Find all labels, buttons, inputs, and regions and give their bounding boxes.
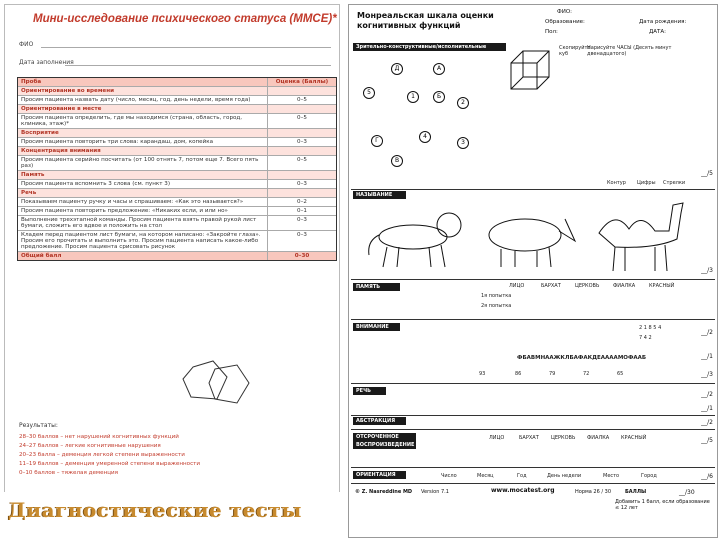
table-row — [18, 113, 336, 128]
name-field-line — [41, 47, 331, 48]
score-digits: __/2 — [701, 329, 713, 336]
orientation-item: День недели — [547, 473, 582, 479]
header-score: Оценка (Баллы) — [275, 79, 329, 85]
table-row — [18, 251, 336, 260]
recall-word: КРАСНЫЙ — [621, 435, 647, 441]
trail-node: А — [433, 63, 445, 75]
result-line: 20–23 балла – деменция легкой степени выраженности — [19, 452, 185, 458]
recall-word: ЛИЦО — [489, 435, 505, 441]
row-score: 0–3 — [297, 181, 307, 187]
row-score: 0–30 — [294, 253, 310, 259]
letters-sequence: ФБАВМНААЖКЛБАФАКДЕААААМОФААБ — [517, 355, 647, 361]
row-test: Просим пациента вспомнить 3 слова (см. пункт 3) — [18, 180, 268, 188]
score-fluency: __/1 — [701, 405, 713, 412]
row-score — [268, 105, 336, 113]
table-section-row — [18, 146, 336, 155]
mmse-table — [17, 77, 337, 261]
memory-word: ЦЕРКОВЬ — [575, 283, 600, 289]
result-line: 0–10 баллов – тяжелая деменция — [19, 470, 119, 476]
date-field-label: Дата заполнения — [19, 59, 74, 66]
score-speech: __/2 — [701, 391, 713, 398]
table-row — [18, 197, 336, 206]
result-line: 28–30 баллов – нет нарушений когнитивных функций — [19, 434, 179, 440]
table-row — [18, 206, 336, 215]
score-letters: __/1 — [701, 353, 713, 360]
header-education: Образование: — [545, 19, 585, 25]
orientation-item: Город — [641, 473, 657, 479]
trail-node: 3 — [457, 137, 469, 149]
row-test: Просим пациента назвать дату (число, месяц, год, день недели, время года) — [18, 96, 268, 104]
result-line: 24–27 баллов – легкие когнитивные нарушения — [19, 443, 161, 449]
caption-text: Диагностические тесты — [8, 498, 302, 522]
trail-node: 4 — [419, 131, 431, 143]
orientation-item: Место — [603, 473, 620, 479]
row-test: Восприятие — [18, 129, 268, 137]
clock-item: Стрелки — [663, 180, 686, 186]
section-delayed-recall: ОТСРОЧЕННОЕ ВОСПРОИЗВЕДЕНИЕ — [353, 433, 416, 449]
digits-backward: 7 4 2 — [639, 335, 652, 341]
moca-title: Монреальская шкала оценки когнитивных функций — [357, 11, 494, 30]
footer-norm: Норма 26 / 30 — [575, 489, 612, 495]
header-date: ДАТА: — [649, 29, 667, 35]
section-speech: РЕЧЬ — [353, 387, 386, 395]
divider — [351, 483, 715, 484]
row-test: Ориентирование в месте — [18, 105, 268, 113]
score-orientation: __/6 — [701, 473, 713, 480]
table-row — [18, 179, 336, 188]
divider — [351, 383, 715, 384]
mmse-form — [4, 4, 340, 498]
row-score — [268, 171, 336, 179]
score-abstraction: __/2 — [701, 419, 713, 426]
score-recall: __/5 — [701, 437, 713, 444]
section-abstraction: АБСТРАКЦИЯ — [353, 417, 406, 425]
mmse-title: Мини-исследование психического статуса (ММСЕ)* — [33, 13, 337, 25]
row-score: 0–5 — [297, 115, 307, 121]
trail-node: 2 — [457, 97, 469, 109]
row-score: 0–5 — [297, 97, 307, 103]
row-test: Кладем перед пациентом лист бумаги, на котором написано: «Закройте глаза». Просим его прочитать и выполнить это. Просим пациента написать какое-либо предложение. Просим пациента срисовать рисунок — [18, 231, 268, 251]
section-orientation: ОРИЕНТАЦИЯ — [353, 471, 406, 479]
row-test: Общий балл — [18, 252, 268, 260]
cube-icon — [507, 47, 555, 93]
results-label: Результаты: — [19, 422, 58, 429]
score-subtraction: __/3 — [701, 371, 713, 378]
header-birthdate: Дата рождения: — [639, 19, 687, 25]
divider — [351, 429, 715, 430]
divider — [351, 319, 715, 320]
table-row — [18, 215, 336, 230]
row-test: Просим пациента серийно посчитать (от 100 отнять 7, потом еще 7. Всего пять раз) — [18, 156, 268, 170]
header-sex: Пол: — [545, 29, 558, 35]
section-visuospatial: Зрительно-конструктивные/исполнительные навыки — [353, 43, 506, 51]
row-test: Память — [18, 171, 268, 179]
rhino-icon — [479, 205, 579, 271]
footer-site: www.mocatest.org — [491, 487, 555, 494]
row-test: Просим пациента повторить три слова: карандаш, дом, копейка — [18, 138, 268, 146]
table-row — [18, 137, 336, 146]
trail-node: Д — [391, 63, 403, 75]
score-visuospatial: __/5 — [701, 170, 713, 177]
divider — [351, 415, 715, 416]
row-test: Просим пациента определить, где мы находимся (страна, область, город, клиника, этаж)* — [18, 114, 268, 128]
row-score: 0–5 — [297, 157, 307, 163]
recall-word: ЦЕРКОВЬ — [551, 435, 576, 441]
memory-word: ЛИЦО — [509, 283, 525, 289]
header-test: Проба — [18, 78, 268, 86]
trail-node: Б — [433, 91, 445, 103]
result-line: 11–19 баллов – деменция умеренной степени выраженности — [19, 461, 201, 467]
section-naming: НАЗЫВАНИЕ — [353, 191, 406, 199]
table-row — [18, 155, 336, 170]
trail-node: 1 — [407, 91, 419, 103]
divider — [351, 467, 715, 468]
trail-node: 5 — [363, 87, 375, 99]
orientation-item: Год — [517, 473, 527, 479]
table-section-row — [18, 104, 336, 113]
section-memory: ПАМЯТЬ — [353, 283, 400, 291]
recall-word: БАРХАТ — [519, 435, 539, 441]
row-test: Концентрация внимания — [18, 147, 268, 155]
name-field-label: ФИО — [19, 41, 34, 48]
table-row — [18, 230, 336, 251]
table-row — [18, 95, 336, 104]
clock-item: Контур — [607, 180, 626, 186]
footer-total-label: БАЛЛЫ — [625, 489, 647, 495]
row-score: 0–3 — [297, 139, 307, 145]
clock-label: Нарисуйте ЧАСЫ (Десять минут двенадцатого) — [587, 45, 672, 57]
footer-author: © Z. Nasreddine MD — [355, 489, 413, 495]
subtraction-value: 65 — [617, 371, 624, 377]
divider — [351, 189, 715, 190]
row-test: Выполнение трехэтапной команды. Просим пациента взять правой рукой лист бумаги, сложить его вдвое и положить на стол — [18, 216, 268, 230]
clock-item: Цифры — [637, 180, 656, 186]
divider — [351, 279, 715, 280]
score-naming: __/3 — [701, 267, 713, 274]
row-score — [268, 189, 336, 197]
table-section-row — [18, 128, 336, 137]
row-score — [268, 147, 336, 155]
table-section-row — [18, 170, 336, 179]
row-test: Ориентирование во времени — [18, 87, 268, 95]
table-section-row — [18, 86, 336, 95]
row-score: 0–3 — [297, 232, 307, 238]
header-name: ФИО: — [557, 9, 573, 15]
table-section-row — [18, 188, 336, 197]
footer-version: Version 7.1 — [421, 489, 449, 495]
memory-word: БАРХАТ — [541, 283, 561, 289]
row-test: Показываем пациенту ручку и часы и спрашиваем: «Как это называется?» — [18, 198, 268, 206]
attempt-label: 1я попытка — [481, 293, 512, 299]
trail-node: Г — [371, 135, 383, 147]
row-score: 0–3 — [297, 217, 307, 223]
attempt-label: 2я попытка — [481, 303, 512, 309]
section-attention: ВНИМАНИЕ — [353, 323, 400, 331]
footer-extra: Добавить 1 балл, если образование ≤ 12 лет — [615, 499, 710, 511]
pentagons-figure — [175, 359, 265, 409]
subtraction-value: 93 — [479, 371, 486, 377]
footer-total: __/30 — [679, 489, 695, 496]
subtraction-value: 72 — [583, 371, 590, 377]
orientation-item: Месяц — [477, 473, 494, 479]
subtraction-value: 86 — [515, 371, 522, 377]
date-field-line — [65, 65, 331, 66]
memory-word: ФИАЛКА — [613, 283, 636, 289]
row-score — [268, 129, 336, 137]
orientation-item: Число — [441, 473, 457, 479]
row-score: 0–2 — [297, 199, 307, 205]
row-test: Речь — [18, 189, 268, 197]
copy-cube-label: Скопируйте куб — [559, 45, 591, 57]
trail-node: В — [391, 155, 403, 167]
camel-icon — [585, 191, 695, 275]
row-score: 0–1 — [297, 208, 307, 214]
digits-forward: 2 1 8 5 4 — [639, 325, 662, 331]
moca-form — [348, 4, 718, 538]
memory-word: КРАСНЫЙ — [649, 283, 675, 289]
table-header — [18, 78, 336, 86]
subtraction-value: 79 — [549, 371, 556, 377]
row-test: Просим пациента повторить предложение: «Никаких если, и или но» — [18, 207, 268, 215]
lion-icon — [363, 201, 473, 271]
row-score — [268, 87, 336, 95]
recall-word: ФИАЛКА — [587, 435, 610, 441]
